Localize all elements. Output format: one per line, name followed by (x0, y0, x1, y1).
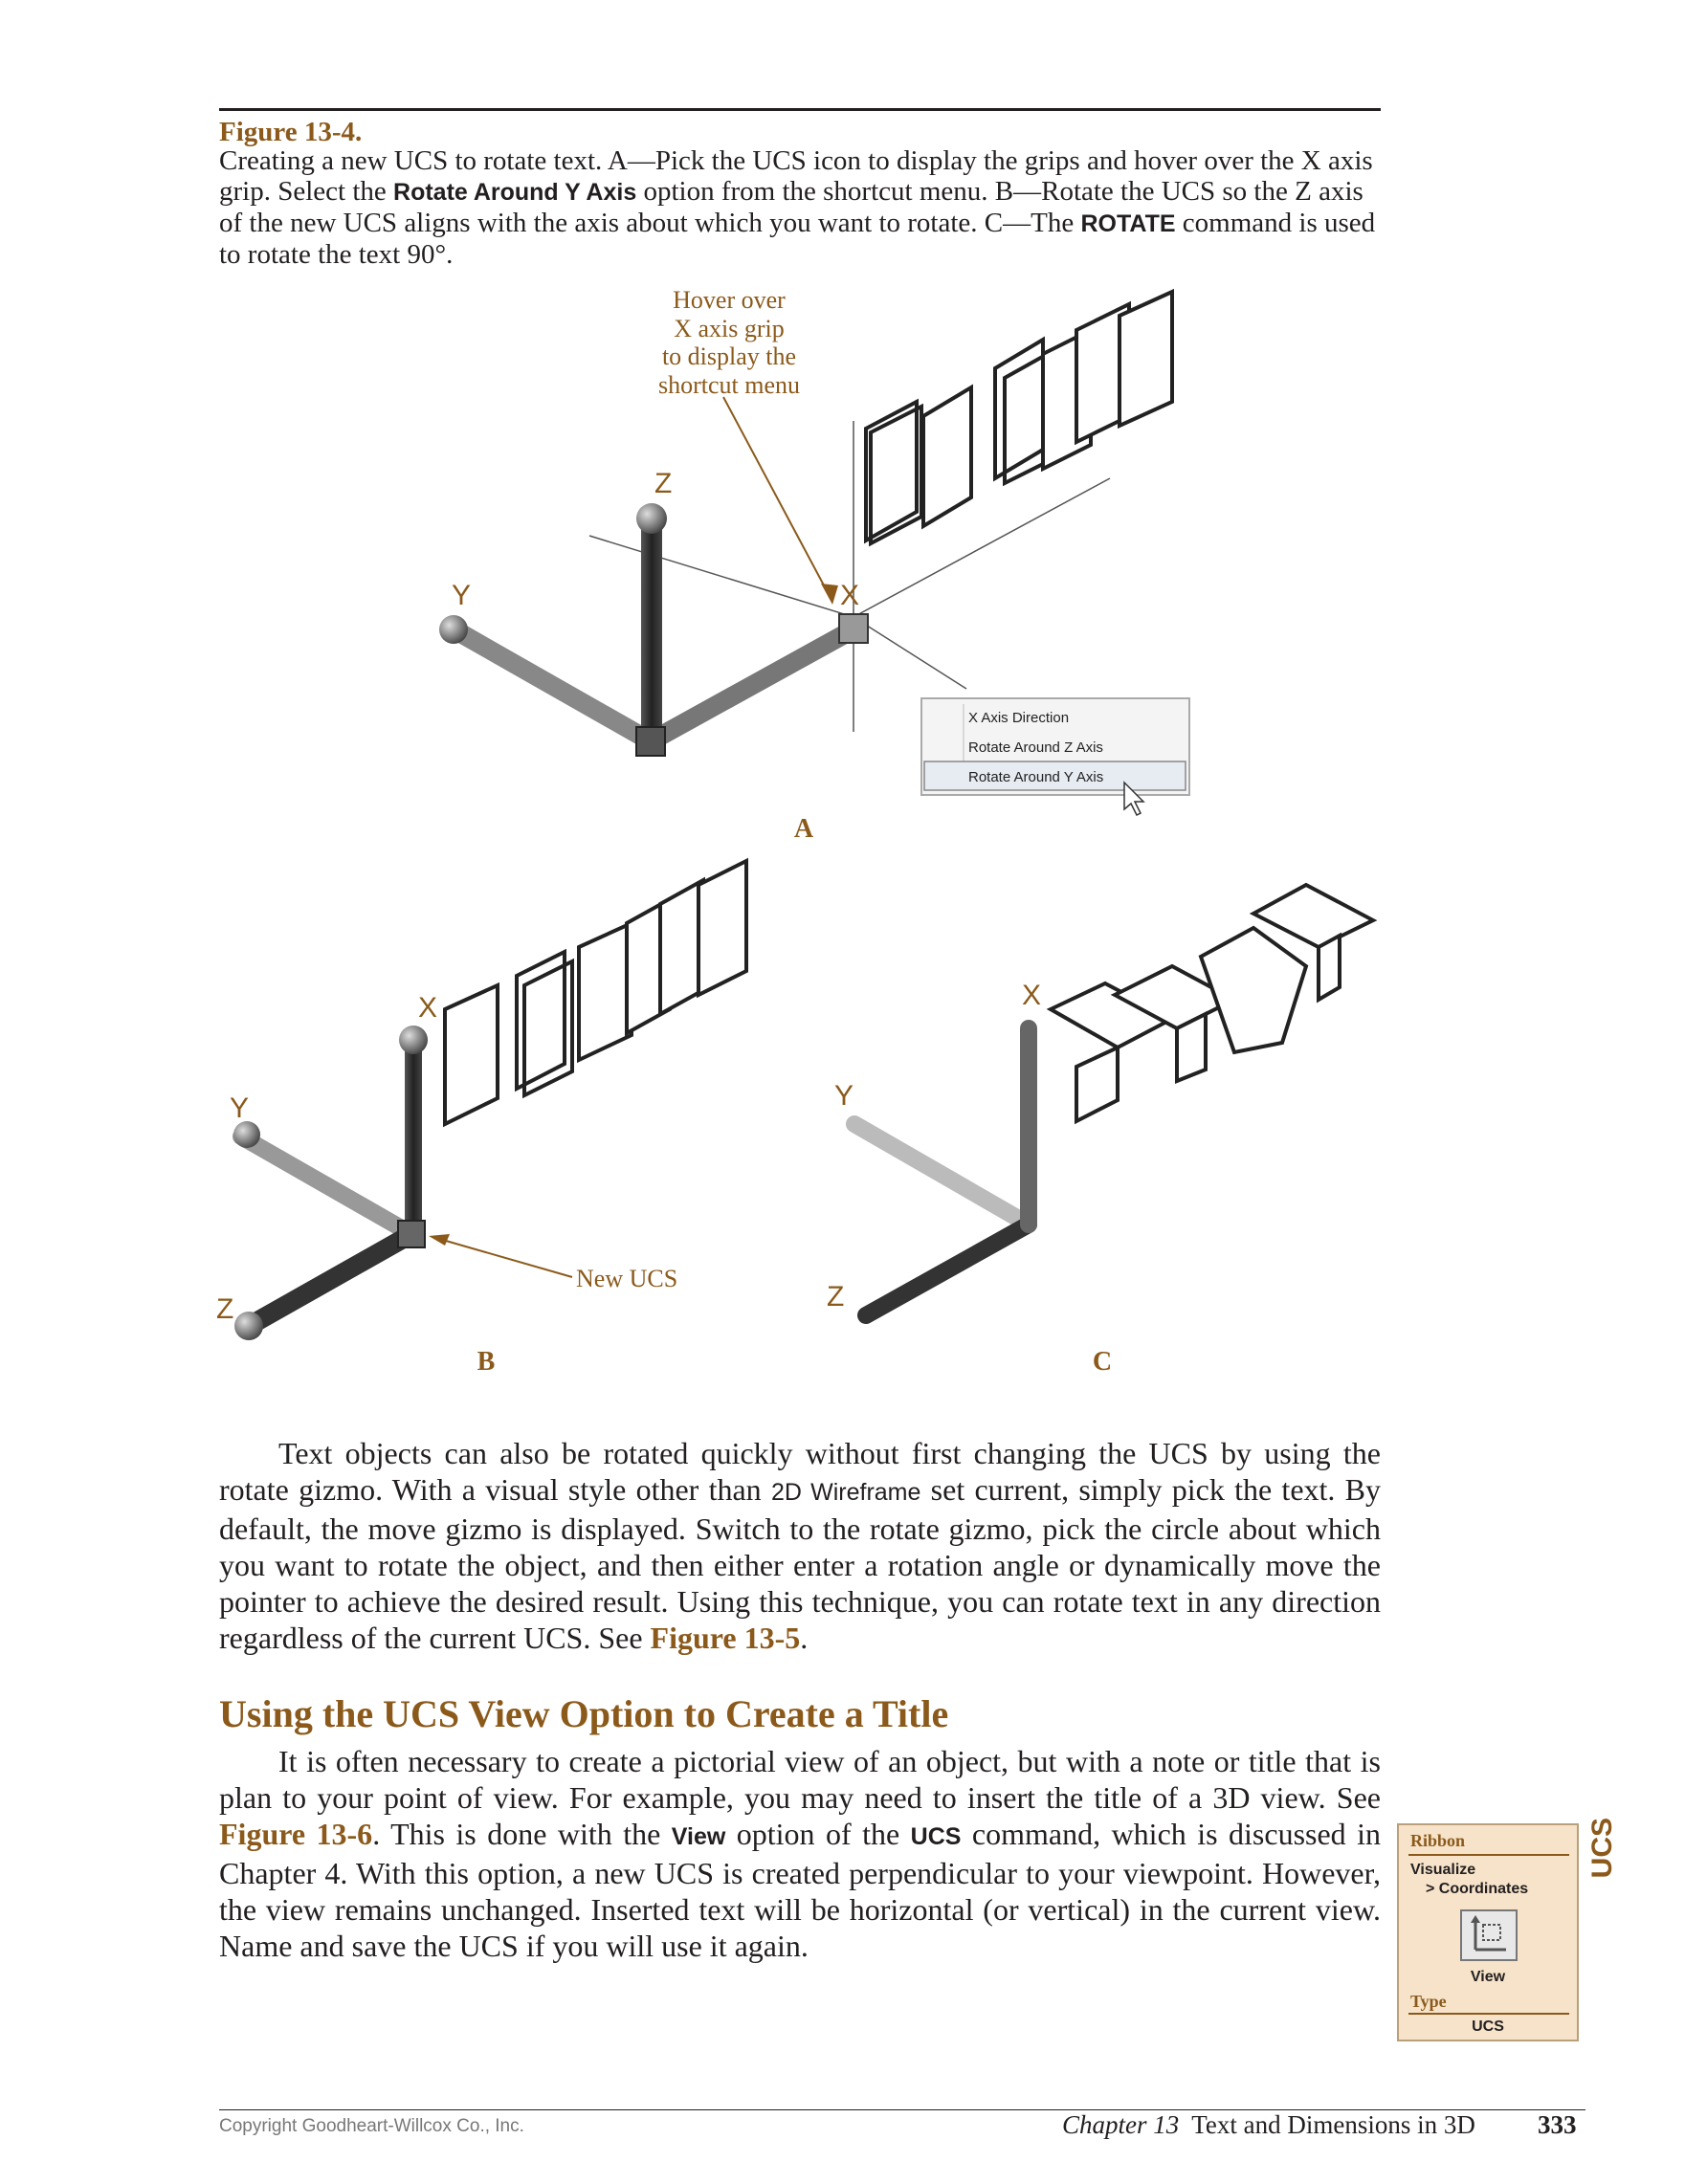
axis-a-x: X (840, 580, 860, 611)
ucs-view-button[interactable] (1460, 1909, 1518, 1961)
axis-b-x: X (418, 992, 438, 1024)
callout-line-1: Hover over (673, 286, 786, 314)
panel-label-c: C (1092, 1347, 1113, 1377)
panel-a-illustration (439, 286, 1189, 844)
axis-c-x: X (1022, 980, 1042, 1011)
menu-item-rotate-z: Rotate Around Z Axis (968, 739, 1103, 756)
callout-line-3: to display the (661, 342, 797, 370)
ribbon-label: Ribbon (1410, 1831, 1466, 1850)
panel-label-b: B (477, 1347, 496, 1377)
callout-line-2: X axis grip (674, 315, 785, 342)
axis-c-z: Z (827, 1281, 845, 1313)
axis-c-y: Y (834, 1080, 854, 1112)
type-value: UCS (1472, 2019, 1504, 2035)
paragraph-ucs-view: It is often necessary to create a pictorial view of an object, but with a note or title that is plan to your point of view. For example, you may need to insert the title of a 3D view. See Figure 13-6. This is done with the View option of the UCS command, which is discussed in Chapter 4. With this option, a new UCS is created perpendicular to your viewpoint. However, the view remains unchanged. Inserted text will be horizontal (or vertical) in the current view. Name and save the UCS if you will use it again. (219, 1744, 1382, 1963)
chapter-footer: Chapter 13 Text and Dimensions in 3D (1062, 2110, 1475, 2139)
panel-b-illustration (216, 861, 746, 1377)
page-number: 333 (1538, 2110, 1577, 2139)
menu-item-rotate-y: Rotate Around Y Axis (968, 769, 1104, 785)
axis-b-y: Y (230, 1092, 250, 1124)
axis-a-y: Y (452, 580, 472, 611)
callout-line-4: shortcut menu (657, 371, 801, 399)
figure-13-5-link[interactable]: Figure 13-5 (650, 1621, 801, 1655)
menu-item-x-axis-direction: X Axis Direction (968, 710, 1070, 726)
section-heading: Using the UCS View Option to Create a Title (219, 1692, 949, 1735)
ribbon-sidebar (1397, 1823, 1579, 2041)
panel-label-a: A (793, 814, 814, 844)
figure-number: Figure 13-4. (219, 117, 363, 147)
figure-caption: Creating a new UCS to rotate text. A—Pick the UCS icon to display the grips and hover over the X axis grip. Select the Rotate Around Y Axis option from the shortcut menu. B—Rotate the UCS so the Z axis of the new UCS aligns with the axis about which you want to rotate. C—The ROTATE command is used to rotate the text 90°. (219, 145, 1376, 270)
ucs-view-icon (1462, 1911, 1516, 1959)
ribbon-path-1: Visualize (1410, 1862, 1476, 1878)
shortcut-menu (921, 698, 1189, 815)
panel-c-illustration (827, 885, 1373, 1377)
copyright: Copyright Goodheart-Willcox Co., Inc. (219, 2116, 524, 2136)
ribbon-path-2: > Coordinates (1426, 1881, 1529, 1897)
chapter-side-tab: UCS (1586, 1818, 1618, 1879)
figure-13-6-link[interactable]: Figure 13-6 (219, 1817, 373, 1851)
new-ucs-label: New UCS (576, 1265, 678, 1292)
axis-a-z: Z (654, 468, 673, 499)
axis-b-z: Z (216, 1293, 234, 1325)
button-label: View (1470, 1969, 1506, 1985)
type-label: Type (1410, 1992, 1447, 2011)
paragraph-rotate-gizmo: Text objects can also be rotated quickly without first changing the UCS by using the rotate gizmo. With a visual style other than 2D Wireframe set current, simply pick the text. By default, the move gizmo is displayed. Switch to the rotate gizmo, pick the circle about which you want to rotate the object, and then either enter a rotation angle or dynamically move the pointer to achieve the desired result. Using this technique, you can rotate text in any direction regardless of the current UCS. See Figure 13-5. (219, 1436, 1382, 1655)
